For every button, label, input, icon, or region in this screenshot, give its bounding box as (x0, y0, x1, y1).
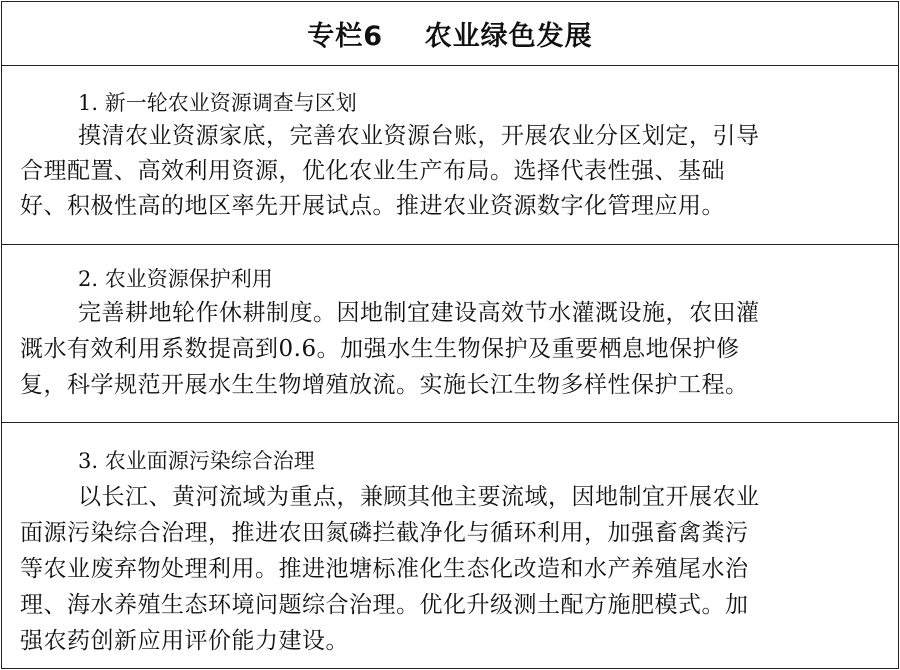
body-line: 理、海水养殖生态环境问题综合治理。优化升级测土配方施肥模式。加 (20, 592, 749, 618)
body-line: 溉水有效利用系数提高到0.6。加强水生生物保护及重要栖息地保护修 (20, 336, 740, 362)
section-resource-protection (2, 246, 898, 423)
section-pollution-control (2, 424, 898, 668)
body-line: 复，科学规范开展水生生物增殖放流。实施长江生物多样性保护工程。 (20, 372, 749, 398)
section-heading: 1. 新一轮农业资源调查与区划 (78, 91, 357, 115)
body-line: 摸清农业资源家底，完善农业资源台账，开展农业分区划定，引导 (78, 123, 760, 149)
column-header (2, 2, 898, 66)
body-line: 好、积极性高的地区率先开展试点。推进农业资源数字化管理应用。 (20, 193, 725, 219)
body-line: 合理配置、高效利用资源，优化农业生产布局。选择代表性强、基础 (20, 158, 725, 184)
body-line: 以长江、黄河流域为重点，兼顾其他主要流域，因地制宜开展农业 (78, 484, 760, 510)
column-title: 专栏6 农业绿色发展 (307, 21, 593, 52)
body-line: 完善耕地轮作休耕制度。因地制宜建设高效节水灌溉设施，农田灌 (78, 300, 760, 326)
body-line: 面源污染综合治理，推进农田氮磷拦截净化与循环利用，加强畜禽粪污 (20, 520, 749, 546)
section-heading: 3. 农业面源污染综合治理 (78, 449, 315, 473)
body-line: 等农业废弃物处理利用。推进池塘标准化生态化改造和水产养殖尾水治 (20, 556, 749, 582)
column-box (1, 1, 899, 669)
section-resource-survey (2, 66, 898, 245)
body-line: 强农药创新应用评价能力建设。 (20, 628, 349, 654)
section-heading: 2. 农业资源保护利用 (78, 267, 273, 291)
